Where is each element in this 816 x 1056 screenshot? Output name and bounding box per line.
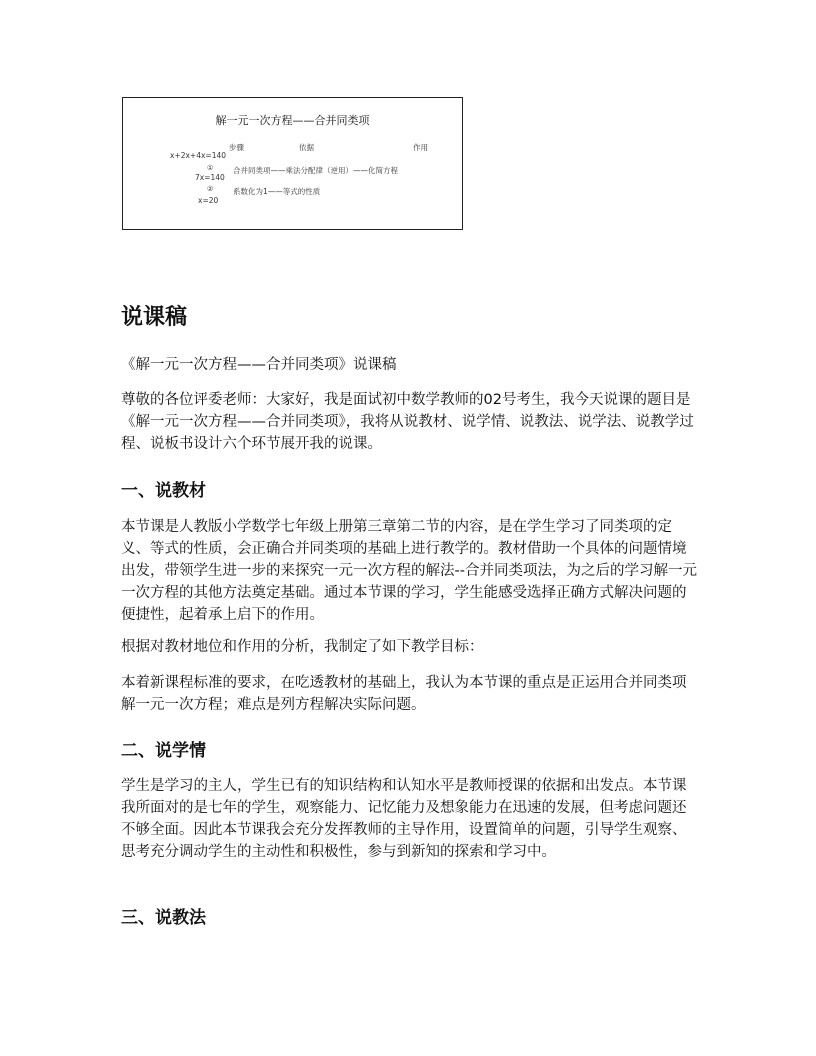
board-equation-3: x=20 xyxy=(198,196,219,205)
intro-paragraph: 尊敬的各位评委老师：大家好，我是面试初中数学教师的02号考生，我今天说课的题目是《解一元一次方程——合并同类项》，我将从说教材、说学情、说教法、说学法、说教学过程、说板书设计六个环节展开我的说课。 xyxy=(121,392,694,452)
textbook-paragraph-2: 根据对教材地位和作用的分析，我制定了如下教学目标： xyxy=(121,639,484,655)
board-col-steps: 步骤 xyxy=(229,143,244,152)
subtitle: 《解一元一次方程——合并同类项》说课稿 xyxy=(121,357,397,373)
board-equation-1: x+2x+4x=140 xyxy=(170,151,227,160)
section-heading-students: 二、说学情 xyxy=(121,741,206,761)
board-col-effect: 作用 xyxy=(413,143,428,152)
board-col-basis: 依据 xyxy=(299,143,314,152)
blackboard-design-image xyxy=(122,97,463,230)
section-heading-textbook: 一、说教材 xyxy=(121,481,206,501)
textbook-paragraph-3: 本着新课程标准的要求，在吃透教材的基础上，我认为本节课的重点是正运用合并同类项解一元一次方程；难点是列方程解决实际问题。 xyxy=(121,675,687,713)
board-title: 解一元一次方程——合并同类项 xyxy=(215,114,370,127)
section-heading-methods: 三、说教法 xyxy=(121,908,206,928)
board-equation-2: 7x=140 xyxy=(195,173,225,182)
board-line-2: 系数化为1——等式的性质 xyxy=(233,187,321,196)
page-title: 说课稿 xyxy=(121,305,188,330)
textbook-paragraph-1: 本节课是人教版小学数学七年级上册第三章第二节的内容，是在学生学习了同类项的定义、等式的性质，会正确合并同类项的基础上进行教学的。教材借助一个具体的问题情境出发，带领学生进一步的来探究一元一次方程的解法--合并同类项法，为之后的学习解一元一次方程的其他方法奠定基础。通过本节课的学习，学生能感受选择正确方式解决问题的便捷性，起着承上启下的作用。 xyxy=(121,519,697,623)
board-step-mark-1: ① xyxy=(207,164,214,172)
students-paragraph-1: 学生是学习的主人，学生已有的知识结构和认知水平是教师授课的依据和出发点。本节课我所面对的是七年的学生，观察能力、记忆能力及想象能力在迅速的发展，但考虑问题还不够全面。因此本节课我会充分发挥教师的主导作用，设置简单的问题，引导学生观察、思考充分调动学生的主动性和积极性，参与到新知的探索和学习中。 xyxy=(121,778,687,860)
board-line-1: 合并同类项——乘法分配律（逆用）——化简方程 xyxy=(233,166,398,175)
board-step-mark-2: ② xyxy=(207,185,214,193)
